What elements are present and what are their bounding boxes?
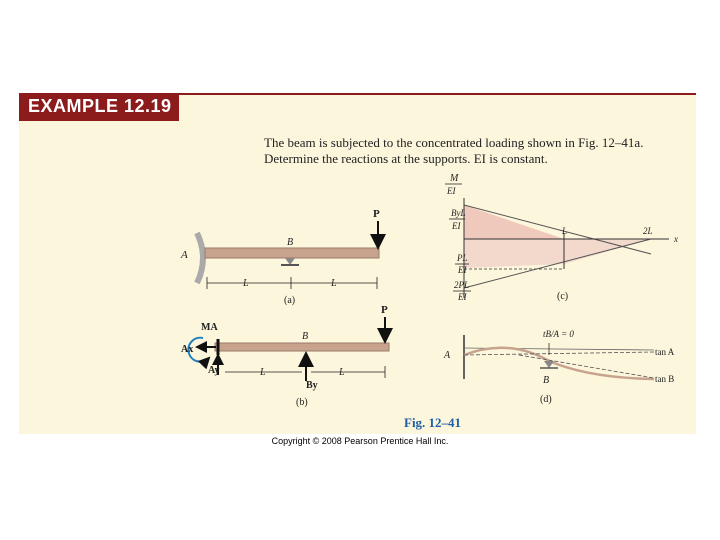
c-v1-num: ByL: [451, 208, 466, 218]
d-tangent-label: tB/A = 0: [543, 329, 574, 339]
c-v3-den: EI: [458, 292, 467, 302]
c-axis-bottom: EI: [447, 186, 456, 196]
d-point-b: B: [543, 375, 550, 386]
load-label-a: P: [373, 208, 380, 220]
example-panel: [19, 93, 696, 434]
span1-label-b: L: [260, 367, 266, 378]
tan-a-line: [464, 352, 654, 355]
diagram-c: [445, 173, 678, 302]
load-label-b: P: [381, 304, 388, 316]
c-axis-top: M: [450, 173, 459, 184]
c-v2-num: PL: [457, 253, 468, 263]
copyright-notice: Copyright © 2008 Pearson Prentice Hall Inc.: [271, 436, 449, 446]
d-tan-a-label: tan A: [655, 347, 675, 357]
c-v2-den: EI: [458, 265, 467, 275]
c-x-l: L: [562, 226, 568, 236]
point-b-label-a: B: [287, 237, 294, 248]
span1-label-a: L: [243, 278, 249, 289]
span2-label-a: L: [331, 278, 337, 289]
example-title: EXAMPLE 12.19: [28, 96, 172, 116]
problem-line-2: Determine the reactions at the supports. EI is constant.: [264, 151, 548, 166]
figure-12-41: [19, 93, 696, 434]
moment-label: MA: [201, 322, 218, 333]
ay-label: Ay: [208, 365, 220, 376]
c-v1-den: EI: [452, 221, 461, 231]
positive-moment-area: [464, 205, 564, 239]
roller-support-a: [285, 258, 295, 265]
diagram-b: [181, 304, 389, 408]
beam-a: [205, 248, 379, 258]
problem-line-1: The beam is subjected to the concentrated loading shown in Fig. 12–41a.: [264, 135, 644, 150]
c-v3-num: 2PL: [454, 280, 470, 290]
by-label: By: [306, 380, 318, 391]
label-a: (a): [284, 295, 296, 306]
diagram-d: [443, 329, 675, 405]
point-a-label: A: [181, 249, 188, 261]
point-b-label-b: B: [302, 331, 309, 342]
figure-caption: Fig. 12–41: [404, 415, 462, 430]
elastic-curve: [464, 348, 654, 379]
fixed-wall-a: [197, 233, 203, 283]
tan-b-line: [519, 355, 654, 378]
ax-label: Ax: [181, 344, 194, 355]
span2-label-b: L: [339, 367, 345, 378]
label-d: (d): [540, 394, 552, 405]
d-point-a: A: [444, 350, 451, 361]
beam-b: [215, 343, 389, 351]
d-tan-b-label: tan B: [655, 374, 675, 384]
label-b: (b): [296, 397, 308, 408]
c-x-2l: 2L: [643, 226, 653, 236]
c-x-axis-label: x: [674, 234, 678, 244]
label-c: (c): [557, 291, 569, 302]
roller-support-d: [544, 361, 554, 368]
diagram-a: [180, 208, 380, 306]
